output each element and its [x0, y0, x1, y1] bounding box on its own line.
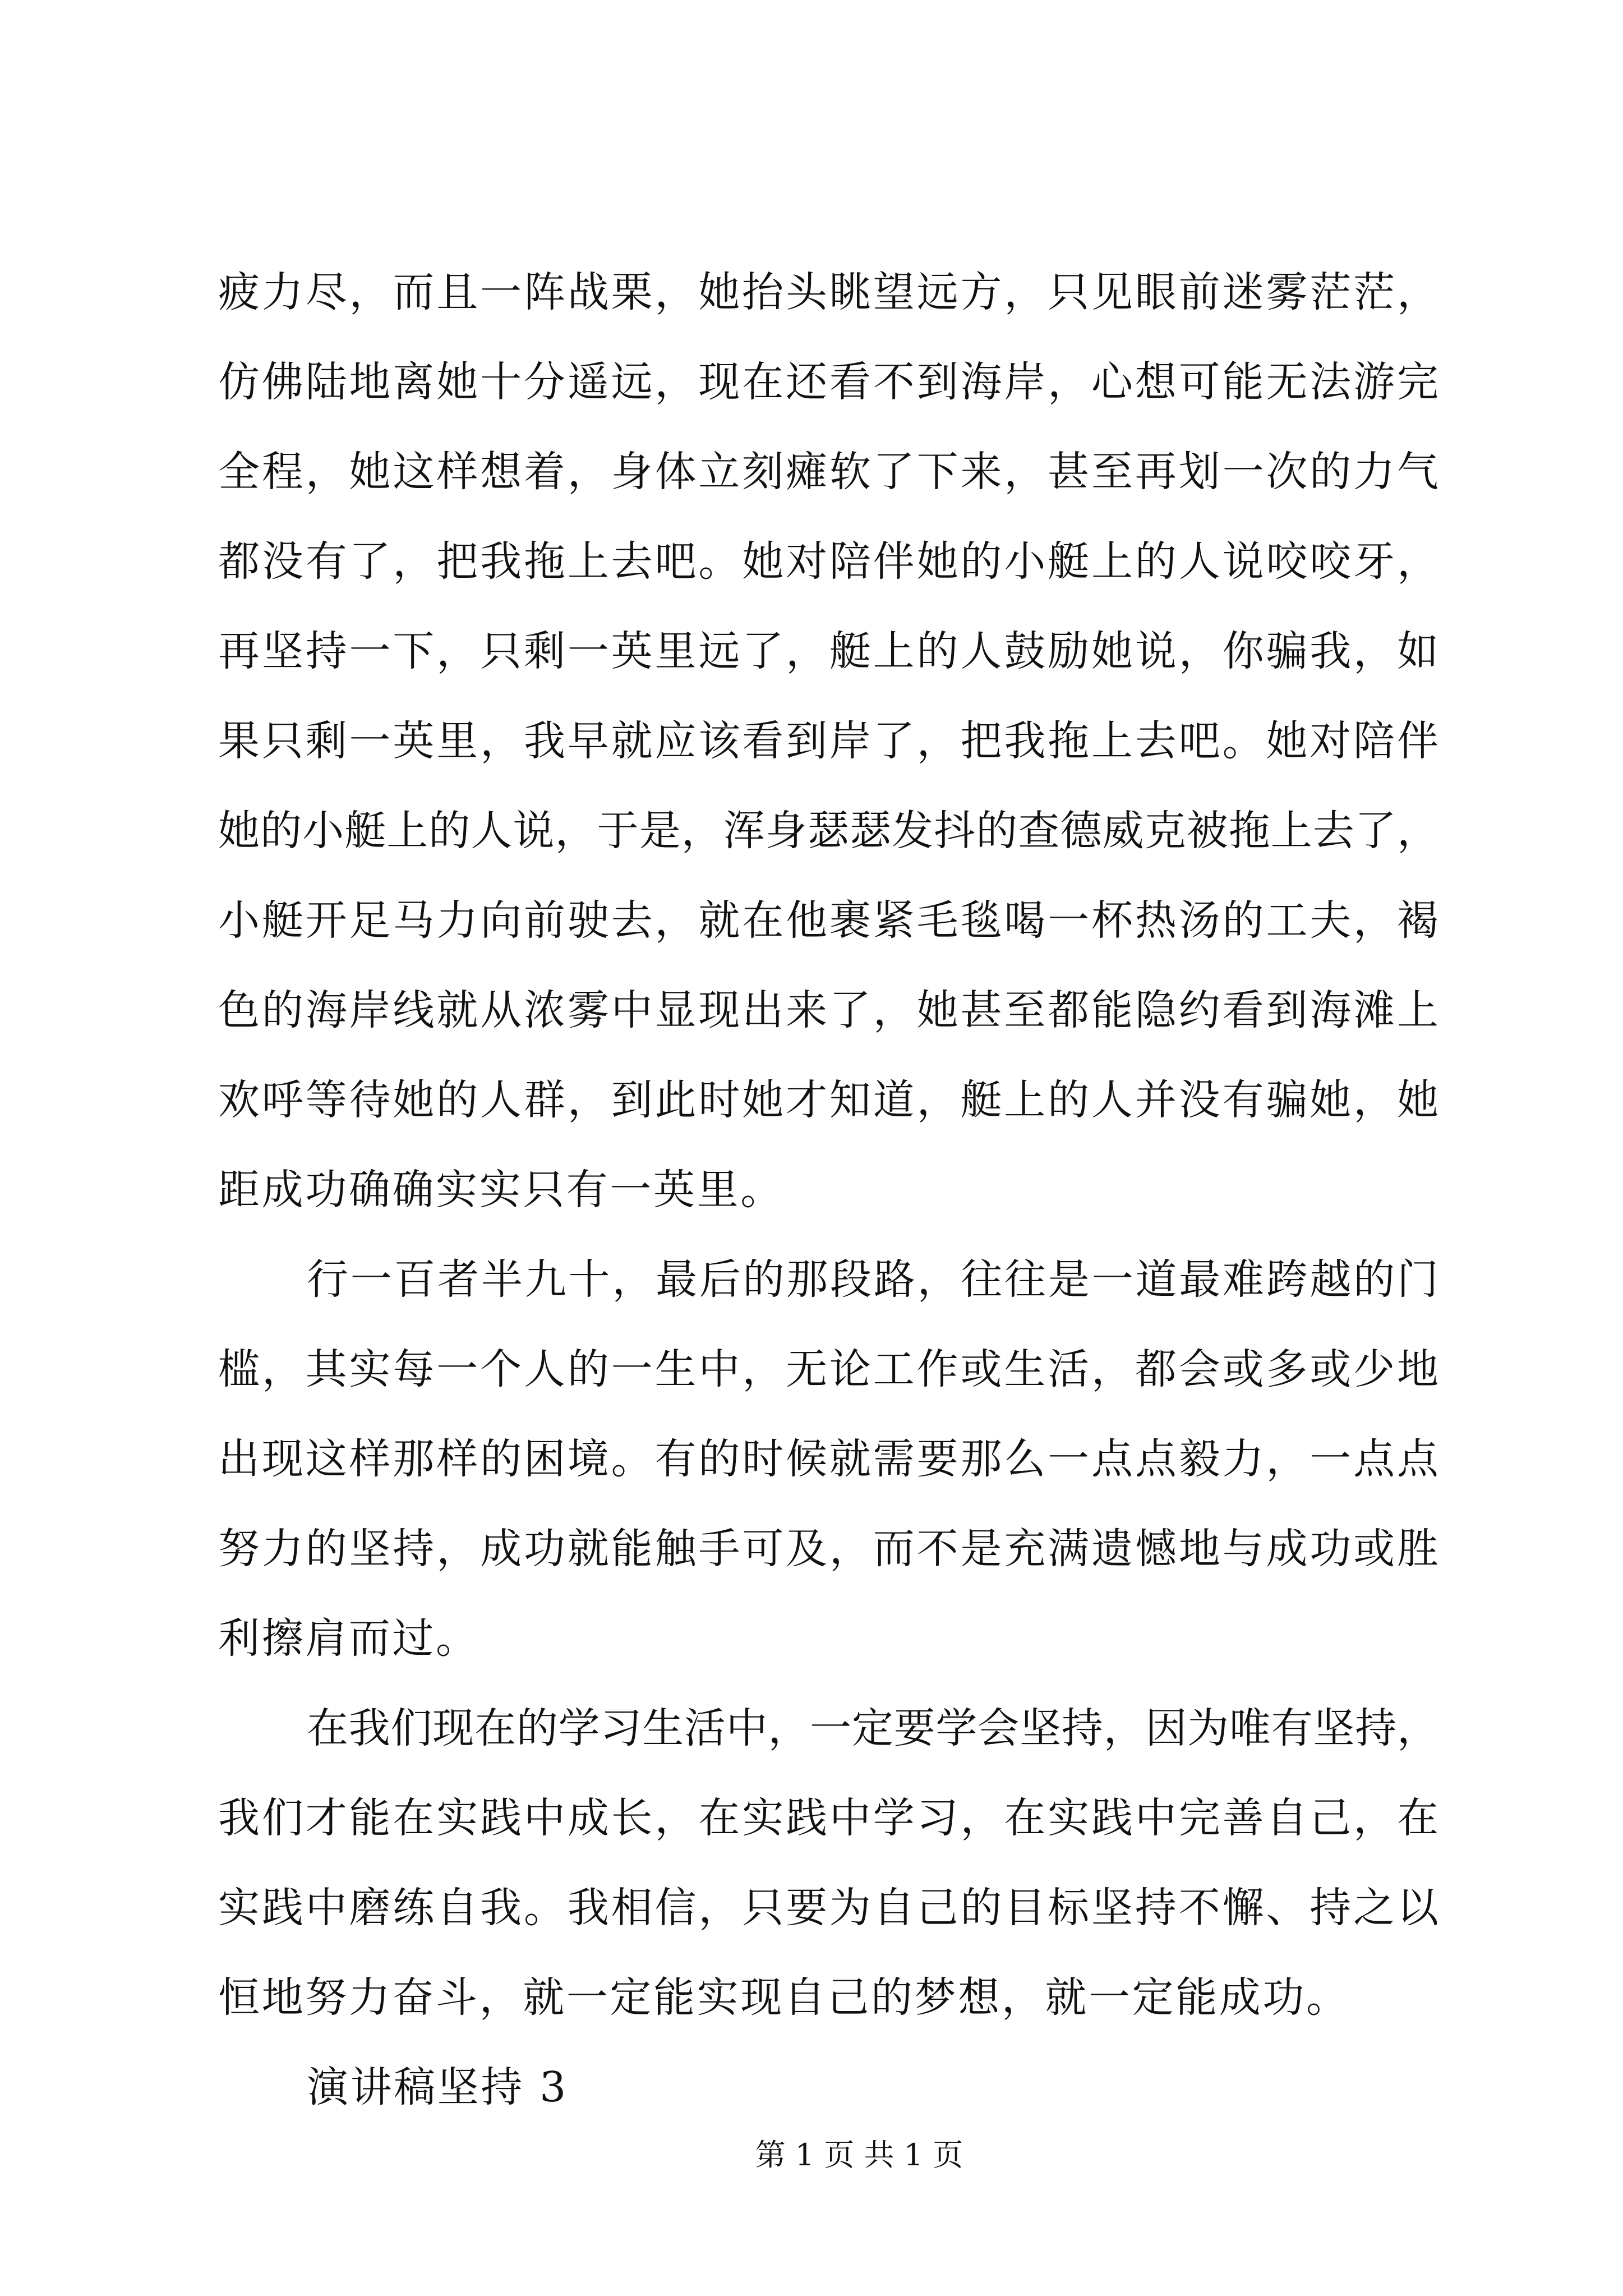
- section-title: 演讲稿坚持 3: [307, 2063, 568, 2111]
- text-line: 她的小艇上的人说，于是，浑身瑟瑟发抖的查德威克被拖上去了，: [218, 807, 1438, 855]
- text-line: 在我们现在的学习生活中，一定要学会坚持，因为唯有坚持，: [307, 1704, 1438, 1752]
- text-line: 距成功确确实实只有一英里。: [218, 1166, 784, 1214]
- paragraph: [218, 247, 1438, 1235]
- page-footer: 第 1 页 共 1 页: [755, 2137, 963, 2173]
- text-line: 全程，她这样想着，身体立刻瘫软了下来，甚至再划一次的力气: [218, 448, 1438, 496]
- text-line: 仿佛陆地离她十分遥远，现在还看不到海岸，心想可能无法游完: [218, 358, 1438, 406]
- text-line: 色的海岸线就从浓雾中显现出来了，她甚至都能隐约看到海滩上: [218, 986, 1438, 1034]
- text-line: 槛，其实每一个人的一生中，无论工作或生活，都会或多或少地: [218, 1345, 1438, 1393]
- text-line: 欢呼等待她的人群，到此时她才知道，艇上的人并没有骗她，她: [218, 1076, 1438, 1124]
- document-body: [218, 247, 1438, 2132]
- text-line: 疲力尽，而且一阵战栗，她抬头眺望远方，只见眼前迷雾茫茫，: [218, 268, 1438, 316]
- text-line: 小艇开足马力向前驶去，就在他裹紧毛毯喝一杯热汤的工夫，褐: [218, 896, 1438, 945]
- text-line: 恒地努力奋斗，就一定能实现自己的梦想，就一定能成功。: [218, 1973, 1350, 2022]
- text-line: 利擦肩而过。: [218, 1614, 479, 1663]
- text-line: 努力的坚持，成功就能触手可及，而不是充满遗憾地与成功或胜: [218, 1525, 1438, 1573]
- text-line: 行一百者半九十，最后的那段路，往往是一道最难跨越的门: [307, 1255, 1438, 1304]
- text-line: 再坚持一下，只剩一英里远了，艇上的人鼓励她说，你骗我，如: [218, 627, 1438, 675]
- text-line: 都没有了，把我拖上去吧。她对陪伴她的小艇上的人说咬咬牙，: [218, 537, 1438, 586]
- text-line: 实践中磨练自我。我相信，只要为自己的目标坚持不懈、持之以: [218, 1884, 1438, 1932]
- paragraph: [218, 1235, 1438, 1683]
- paragraph: [218, 1683, 1438, 2042]
- text-line: 果只剩一英里，我早就应该看到岸了，把我拖上去吧。她对陪伴: [218, 717, 1438, 765]
- text-line: 我们才能在实践中成长，在实践中学习，在实践中完善自己，在: [218, 1794, 1438, 1842]
- text-line: 出现这样那样的困境。有的时候就需要那么一点点毅力，一点点: [218, 1435, 1438, 1483]
